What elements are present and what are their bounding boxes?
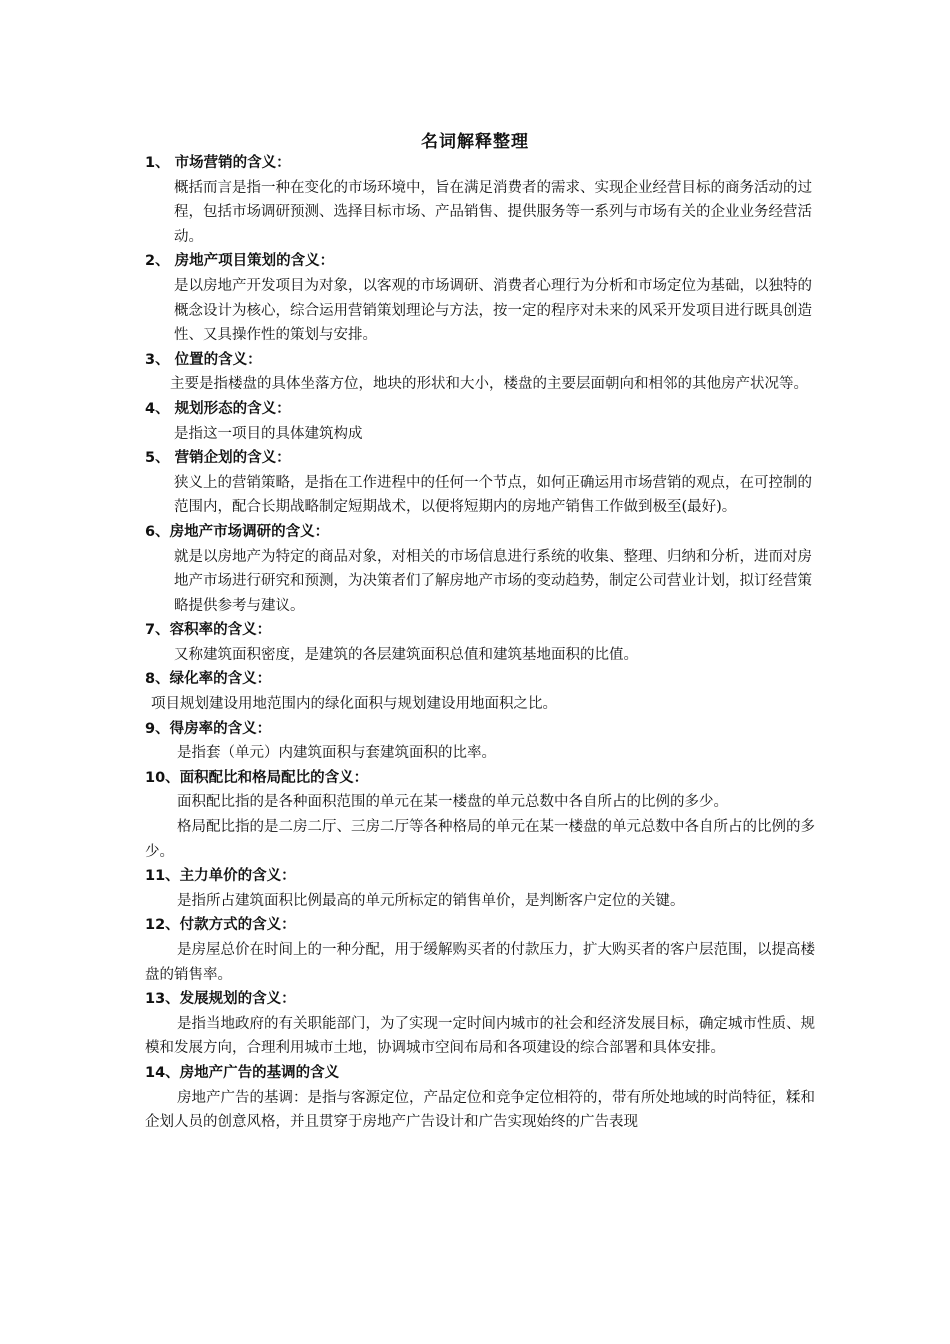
term-heading-11: 11、主力单价的含义：	[145, 868, 296, 885]
term-heading-8: 8、绿化率的含义：	[145, 671, 272, 688]
term-heading-6: 6、房地产市场调研的含义：	[145, 523, 330, 540]
term-heading-3: 3、 位置的含义：	[145, 351, 262, 368]
term-definition-9: 是指套（单元）内建筑面积与套建筑面积的比率。	[177, 745, 496, 762]
term-definition-3: 主要是指楼盘的具体坐落方位，地块的形状和大小，楼盘的主要层面朝向和相邻的其他房产状况等。	[170, 376, 808, 393]
term-definition-7: 又称建筑面积密度，是建筑的各层建筑面积总值和建筑基地面积的比值。	[174, 646, 638, 663]
term-definition-10b: 格局配比指的是二房二厅、三房二厅等各种格局的单元在某一楼盘的单元总数中各自所占的比例的多少。	[145, 819, 815, 860]
term-definition-2: 是以房地产开发项目为对象，以客观的市场调研、消费者心理行为分析和市场定位为基础，以独特的概念设计为核心，综合运用营销策划理论与方法，按一定的程序对未来的风采开发项目进行既具创造性、又具操作性的策划与安排。	[174, 277, 812, 344]
term-heading-14: 14、房地产广告的基调的含义	[145, 1064, 340, 1081]
term-heading-4: 4、 规划形态的含义：	[145, 400, 291, 417]
term-definition-8: 项目规划建设用地范围内的绿化面积与规划建设用地面积之比。	[151, 696, 557, 713]
term-definition-14: 房地产广告的基调：是指与客源定位，产品定位和竞争定位相符的，带有所处地域的时尚特征，糅和企划人员的创意风格，并且贯穿于房地产广告设计和广告实现始终的广告表现	[145, 1089, 815, 1131]
term-heading-5: 5、 营销企划的含义：	[145, 450, 291, 467]
term-heading-2: 2、 房地产项目策划的含义：	[145, 253, 335, 270]
term-heading-1: 1、 市场营销的含义：	[145, 155, 291, 171]
term-definition-10a: 面积配比指的是各种面积范围的单元在某一楼盘的单元总数中各自所占的比例的多少。	[177, 794, 728, 811]
term-heading-10: 10、面积配比和格局配比的含义：	[145, 769, 369, 786]
term-definition-1: 概括而言是指一种在变化的市场环境中，旨在满足消费者的需求、实现企业经营目标的商务活动的过程，包括市场调研预测、选择目标市场、产品销售、提供服务等一系列与市场有关的企业业务经营活动。	[174, 179, 812, 245]
term-definition-13: 是指当地政府的有关职能部门，为了实现一定时间内城市的社会和经济发展目标，确定城市性质、规模和发展方向，合理利用城市土地，协调城市空间布局和各项建设的综合部署和具体安排。	[145, 1015, 815, 1057]
glossary-list	[145, 151, 817, 1135]
term-definition-5: 狭义上的营销策略，是指在工作进程中的任何一个节点，如何正确运用市场营销的观点，在可控制的范围内，配合长期战略制定短期战术，以便将短期内的房地产销售工作做到极至(最好)。	[174, 474, 812, 516]
term-definition-6: 就是以房地产为特定的商品对象，对相关的市场信息进行系统的收集、整理、归纳和分析，进而对房地产市场进行研究和预测，为决策者们了解房地产市场的变动趋势，制定公司营业计划，拟订经营策略提供参考与建议。	[174, 548, 812, 614]
term-heading-7: 7、容积率的含义：	[145, 622, 272, 639]
term-definition-12: 是房屋总价在时间上的一种分配，用于缓解购买者的付款压力，扩大购买者的客户层范围，以提高楼盘的销售率。	[145, 942, 815, 983]
term-heading-12: 12、付款方式的含义：	[145, 917, 296, 934]
term-definition-11: 是指所占建筑面积比例最高的单元所标定的销售单价，是判断客户定位的关键。	[177, 892, 685, 909]
term-heading-13: 13、发展规划的含义：	[145, 991, 296, 1008]
term-definition-4: 是指这一项目的具体建筑构成	[174, 425, 363, 442]
page-title: 名词解释整理	[421, 132, 529, 152]
term-heading-9: 9、得房率的含义：	[145, 720, 272, 737]
